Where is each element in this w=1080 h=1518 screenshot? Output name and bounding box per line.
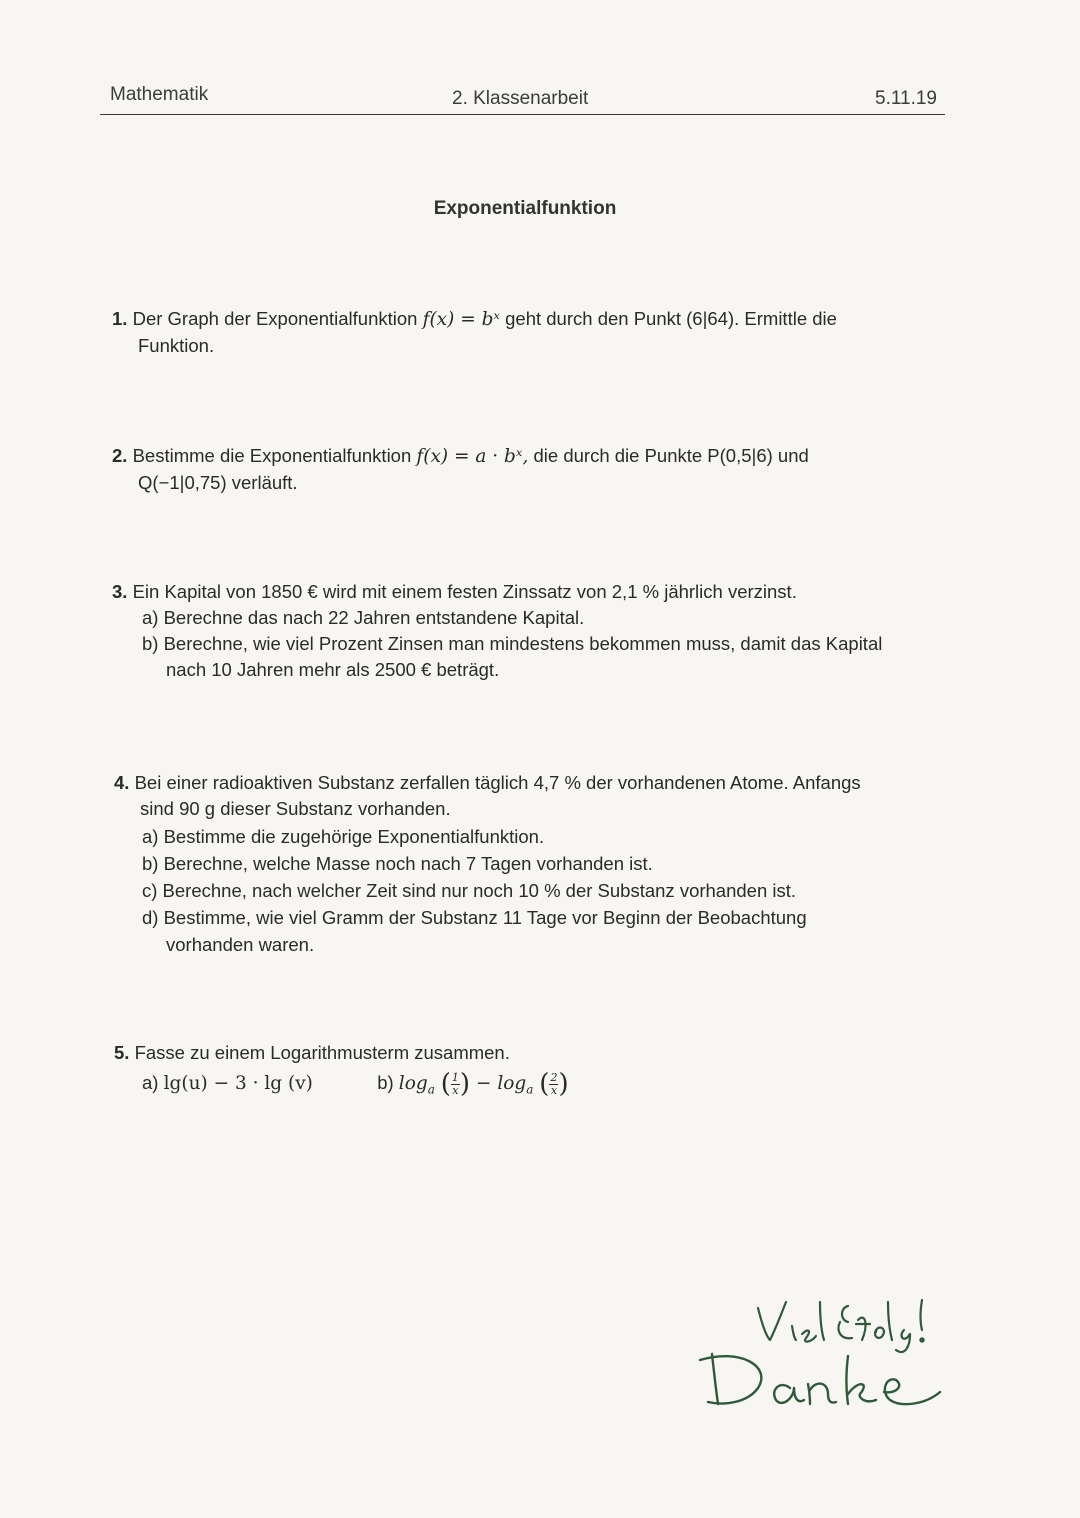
log-term: log <box>398 1073 428 1094</box>
document-title: Exponentialfunktion <box>433 198 617 219</box>
task-4-subtasks <box>142 823 972 958</box>
task-5 <box>114 1040 974 1066</box>
task-text: geht durch den Punkt (6|64). Ermittle die <box>505 308 837 329</box>
fraction: $\frac{2}{x}$ <box>550 1070 558 1097</box>
signature-line-2 <box>700 1354 940 1404</box>
task-number: 5. <box>114 1042 130 1063</box>
signature-line-1 <box>758 1300 924 1352</box>
task-1 <box>112 306 952 359</box>
subtask-a-label: a) <box>142 1072 159 1093</box>
task-text: Ein Kapital von 1850 € wird mit einem festen Zinssatz von 2,1 % jährlich verzinst. <box>132 581 797 602</box>
header-subject: Mathematik <box>110 84 209 105</box>
task-text-continued: sind 90 g dieser Substanz vorhanden. <box>140 798 451 819</box>
subtask-d: d) Bestimme, wie viel Gramm der Substanz 11 Tage vor Beginn der Beobachtung <box>142 907 807 928</box>
subtask-b-label: b) <box>377 1072 394 1093</box>
subtask-a: a) Bestimme die zugehörige Exponentialfunktion. <box>142 826 545 847</box>
subtask-a: a) Berechne das nach 22 Jahren entstandene Kapital. <box>142 607 585 628</box>
subtask-b: b) Berechne, welche Masse noch nach 7 Tagen vorhanden ist. <box>142 853 653 874</box>
task-number: 4. <box>114 772 130 793</box>
minus-sign: − <box>475 1073 492 1094</box>
task-number: 3. <box>112 581 128 602</box>
handwritten-signature <box>690 1290 990 1430</box>
task-2 <box>112 443 952 496</box>
log-base: a <box>427 1082 435 1097</box>
subtask-b-continued: nach 10 Jahren mehr als 2500 € beträgt. <box>166 659 500 680</box>
log-base: a <box>526 1082 534 1097</box>
task-text: Fasse zu einem Logarithmusterm zusammen. <box>134 1042 510 1063</box>
task-text: Bei einer radioaktiven Substanz zerfallen täglich 4,7 % der vorhandenen Atome. Anfangs <box>134 772 861 793</box>
task-3-subtasks <box>142 605 972 683</box>
task-3 <box>112 579 972 605</box>
subtask-b: b) Berechne, wie viel Prozent Zinsen man mindestens bekommen muss, damit das Kapital <box>142 633 883 654</box>
task-text: Der Graph der Exponentialfunktion <box>132 308 418 329</box>
task-formula: f(x) = a · bˣ, <box>416 446 529 467</box>
subtask-b-expression: $\log_a$ ( $\frac{1}{x}$ ) − $\log_a$ ( $\frac{2}{x}$ ) <box>398 1069 569 1099</box>
task-5-subtasks <box>142 1070 972 1110</box>
header-date: 5.11.19 <box>875 88 937 109</box>
subtask-a-expression: lg(u) − 3 · lg (v) <box>163 1073 313 1094</box>
task-text-continued: Funktion. <box>138 335 215 356</box>
task-text-continued: Q(−1|0,75) verläuft. <box>138 472 298 493</box>
task-number: 2. <box>112 445 128 466</box>
page-header <box>100 82 945 115</box>
task-number: 1. <box>112 308 128 329</box>
header-title: 2. Klassenarbeit <box>452 88 589 109</box>
subtask-d-continued: vorhanden waren. <box>166 934 315 955</box>
log-term: log <box>497 1073 527 1094</box>
task-text: Bestimme die Exponentialfunktion <box>132 445 412 466</box>
subtask-c: c) Berechne, nach welcher Zeit sind nur noch 10 % der Substanz vorhanden ist. <box>142 880 797 901</box>
task-text: die durch die Punkte P(0,5|6) und <box>533 445 809 466</box>
fraction: $\frac{1}{x}$ <box>451 1070 459 1097</box>
task-4 <box>114 770 974 822</box>
task-formula: f(x) = bˣ <box>422 309 500 330</box>
